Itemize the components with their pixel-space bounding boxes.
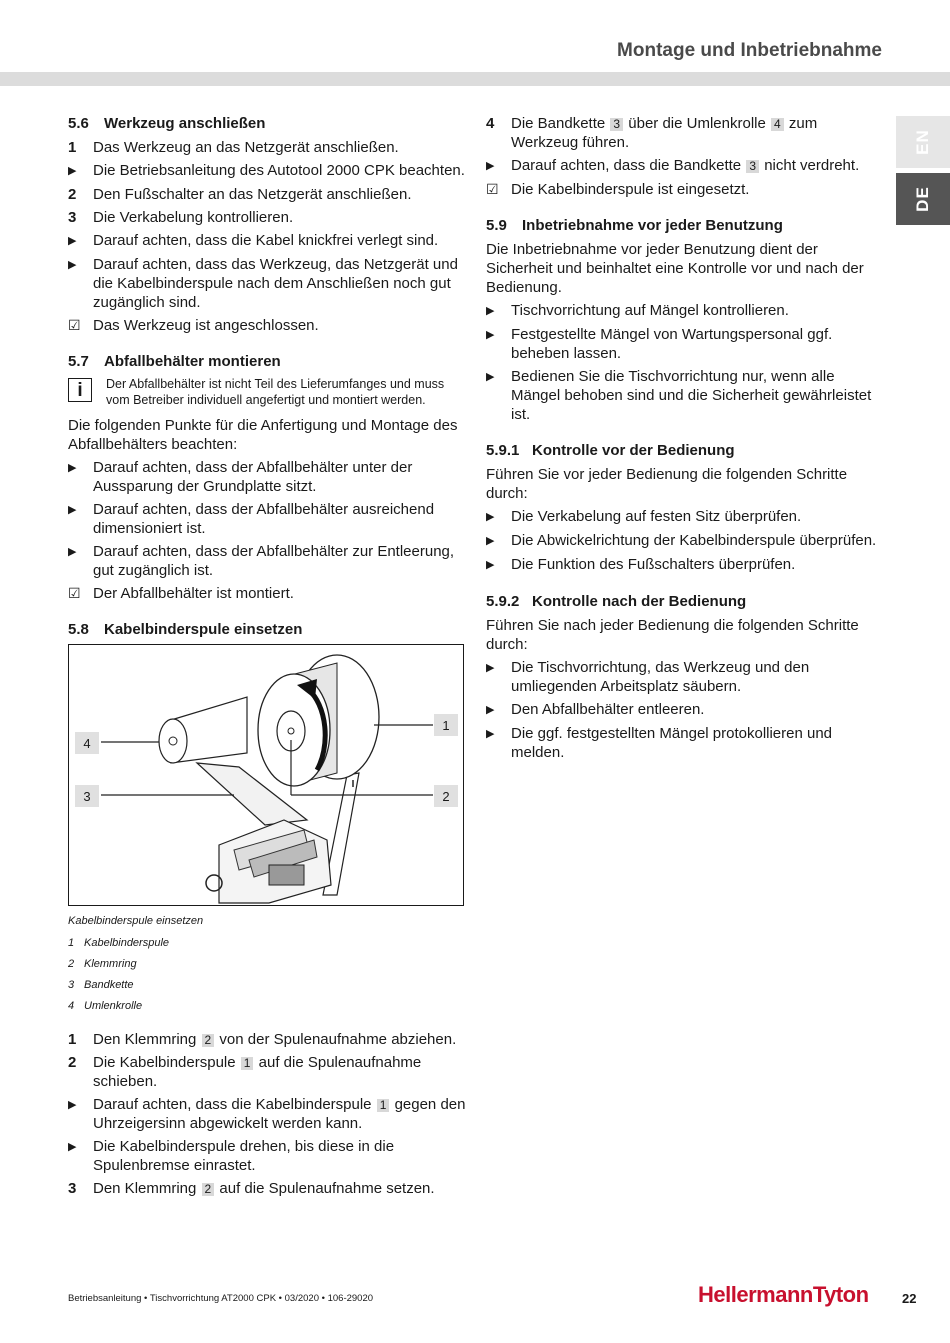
section-5-9-2-heading: 5.9.2 Kontrolle nach der Bedienung [486, 593, 747, 610]
list-item: ▶ Darauf achten, dass die Kabel knickfrei verlegt sind. [68, 232, 439, 249]
section-5-8-steps [68, 1030, 466, 1198]
reference-badge: 1 [377, 1099, 390, 1112]
legend-item: 4 Umlenkrolle [68, 1000, 143, 1012]
list-item: ▶ Die Kabelbinderspule drehen, bis diese in die Spulenbremse einrastet. [68, 1138, 395, 1174]
list-item: ▶ Darauf achten, dass der Abfallbehälter ausreichend dimensioniert ist. [68, 501, 435, 537]
list-item: ▶ Bedienen Sie die Tischvorrichtung nur, wenn alle Mängel behoben sind und die Sicherheit gewährleistet ist. [486, 368, 872, 423]
list-item: ▶ Darauf achten, dass der Abfallbehälter unter der Aussparung der Grundplatte sitzt. [68, 459, 413, 495]
list-item: ▶ Darauf achten, dass das Werkzeug, das Netzgerät und die Kabelbinderspule nach dem Anschließen noch gut zugänglich sind. [68, 256, 458, 311]
list-item: ▶ Festgestellte Mängel von Wartungspersonal ggf. beheben lassen. [486, 326, 833, 362]
reference-badge: 1 [241, 1057, 254, 1070]
list-item: ▶ Den Abfallbehälter entleeren. [486, 701, 705, 718]
section-5-6-heading: 5.6 Werkzeug anschließen [68, 115, 266, 132]
list-item: 1 Das Werkzeug an das Netzgerät anschließen. [68, 139, 399, 156]
list-item: 2 Die Kabelbinderspule 1 auf die Spulenaufnahme schieben. [68, 1054, 422, 1090]
callout-3: 3 [75, 785, 99, 807]
info-note [68, 376, 466, 408]
figure-caption: Kabelbinderspule einsetzen [68, 915, 204, 927]
list-item: 3 Den Klemmring 2 auf die Spulenaufnahme setzen. [68, 1180, 435, 1197]
section-5-9-1-intro: Führen Sie vor jeder Bedienung die folgenden Schritte durch: [486, 466, 848, 502]
spool-illustration [69, 645, 463, 905]
legend-item: 1 Kabelbinderspule [68, 937, 170, 949]
footer-document-info: Betriebsanleitung • Tischvorrichtung AT2000 CPK • 03/2020 • 106-29020 [68, 1293, 374, 1304]
callout-2: 2 [434, 785, 458, 807]
list-item: ▶ Tischvorrichtung auf Mängel kontrollieren. [486, 302, 789, 319]
list-item: ▶ Die Verkabelung auf festen Sitz überprüfen. [486, 508, 802, 525]
list-item: 4 Die Bandkette 3 über die Umlenkrolle 4 zum Werkzeug führen. [486, 115, 818, 151]
info-note-text: Der Abfallbehälter ist nicht Teil des Lieferumfanges und muss vom Betreiber individuell angefertigt und montiert werden. [106, 377, 445, 407]
list-item: ▶ Die Tischvorrichtung, das Werkzeug und den umliegenden Arbeitsplatz säubern. [486, 659, 810, 695]
section-5-7-heading: 5.7 Abfallbehälter montieren [68, 353, 281, 370]
reference-badge: 2 [202, 1183, 215, 1196]
section-5-7-list [68, 458, 466, 603]
reference-badge: 2 [202, 1034, 215, 1047]
spool-figure [68, 644, 464, 906]
list-item: ▶ Die Funktion des Fußschalters überprüfen. [486, 556, 796, 573]
section-5-9-2-intro: Führen Sie nach jeder Bedienung die folgenden Schritte durch: [486, 617, 859, 653]
language-tab-de-label: DE [913, 186, 932, 212]
list-item: ▶ Darauf achten, dass der Abfallbehälter zur Entleerung, gut zugänglich ist. [68, 543, 455, 579]
list-item: ▶ Die ggf. festgestellten Mängel protokollieren und melden. [486, 725, 833, 761]
list-item: ▶ Die Betriebsanleitung des Autotool 2000 CPK beachten. [68, 162, 465, 179]
page-header-title: Montage und Inbetriebnahme [617, 40, 882, 61]
header-bar [0, 72, 950, 86]
list-item: ▶ Die Abwickelrichtung der Kabelbinderspule überprüfen. [486, 532, 877, 549]
language-tab-de[interactable] [896, 173, 950, 225]
section-5-8-heading: 5.8 Kabelbinderspule einsetzen [68, 621, 303, 638]
section-5-6-list [68, 138, 466, 335]
page-number: 22 [902, 1291, 917, 1306]
section-5-9-2-list [486, 658, 886, 762]
reference-badge: 4 [771, 118, 784, 131]
section-5-7-intro: Die folgenden Punkte für die Anfertigung und Montage des Abfallbehälters beachten: [68, 417, 458, 453]
reference-badge: 3 [610, 118, 623, 131]
legend-item: 2 Klemmring [68, 958, 137, 970]
figure-legend [68, 936, 466, 1013]
list-item: ☑ Das Werkzeug ist angeschlossen. [68, 317, 319, 334]
right-column [486, 114, 886, 766]
list-item: ▶ Darauf achten, dass die Kabelbinderspule 1 gegen den Uhrzeigersinn abgewickelt werden kann. [68, 1096, 466, 1132]
legend-item: 3 Bandkette [68, 979, 134, 991]
callout-1: 1 [434, 714, 458, 736]
list-item: ☑ Die Kabelbinderspule ist eingesetzt. [486, 181, 750, 198]
section-5-9-1-list [486, 507, 886, 575]
list-item: 3 Die Verkabelung kontrollieren. [68, 209, 294, 226]
section-5-9-heading: 5.9 Inbetriebnahme vor jeder Benutzung [486, 217, 783, 234]
hellermanntyton-logo: HellermannTyton [698, 1282, 869, 1307]
left-column [68, 114, 466, 1202]
list-item: ☑ Der Abfallbehälter ist montiert. [68, 585, 294, 602]
section-5-9-1-heading: 5.9.1 Kontrolle vor der Bedienung [486, 442, 735, 459]
language-tab-en[interactable] [896, 116, 950, 168]
list-item: 1 Den Klemmring 2 von der Spulenaufnahme abziehen. [68, 1031, 457, 1048]
list-item: ▶ Darauf achten, dass die Bandkette 3 nicht verdreht. [486, 157, 860, 174]
section-5-9-intro: Die Inbetriebnahme vor jeder Benutzung dient der Sicherheit und beinhaltet eine Kontrolle vor und nach der Bedienung. [486, 241, 864, 296]
info-icon: i [68, 378, 92, 402]
list-item: 2 Den Fußschalter an das Netzgerät anschließen. [68, 186, 412, 203]
callout-4: 4 [75, 732, 99, 754]
reference-badge: 3 [746, 160, 759, 173]
section-5-9-list [486, 301, 886, 424]
language-tab-en-label: EN [913, 129, 932, 155]
